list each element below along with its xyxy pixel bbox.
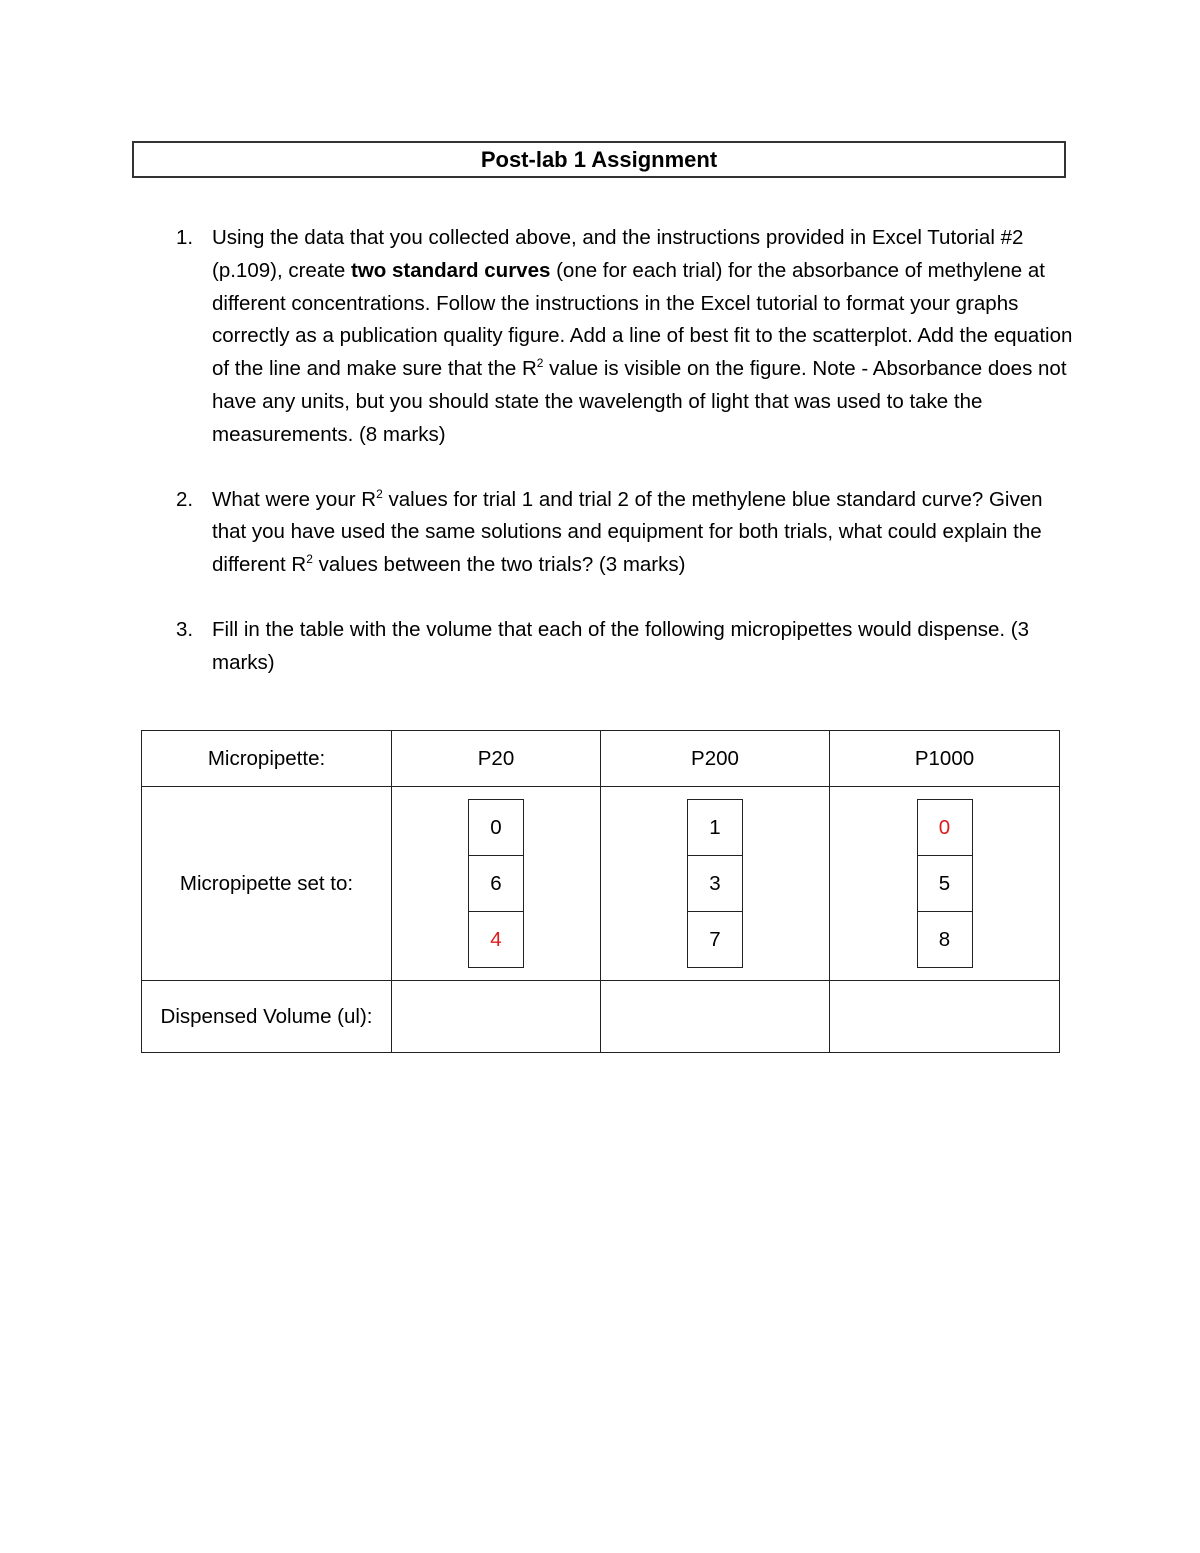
page-title: Post-lab 1 Assignment <box>132 141 1066 178</box>
pipette-dial-p20 <box>468 799 524 968</box>
volume-cell-p1000[interactable] <box>830 981 1060 1053</box>
question-number: 1. <box>176 226 194 249</box>
dial-cell <box>601 787 830 981</box>
question-2 <box>168 484 1073 582</box>
question-text: values for trial 1 and trial 2 of the methylene blue standard curve? Given that you have used the same solutions and equipment for both trials, what could explain the different R <box>212 487 1043 577</box>
column-p1000: P1000 <box>830 731 1060 787</box>
table-row <box>142 787 1060 981</box>
question-text: What were your R <box>212 487 377 511</box>
dial-digit: 1 <box>709 816 721 839</box>
question-list <box>168 222 1073 680</box>
dial-cell <box>392 787 601 981</box>
micropipette-table <box>141 730 1060 1053</box>
question-text: values between the two trials? (3 marks) <box>312 553 686 577</box>
superscript: 2 <box>306 552 313 567</box>
table-row <box>142 731 1060 787</box>
question-3 <box>168 614 1073 680</box>
header-label: Micropipette: <box>142 731 392 787</box>
question-text: value is visible on the figure. Note - Absorbance does not have any units, but you should state the wavelength of light that was used to take the measurements. (8 marks) <box>212 357 1067 446</box>
set-label: Micropipette set to: <box>142 787 392 981</box>
pipette-dial-p1000 <box>917 799 973 968</box>
column-p200: P200 <box>601 731 830 787</box>
question-1 <box>168 222 1073 452</box>
question-number: 2. <box>176 487 194 511</box>
dial-digit: 4 <box>469 911 523 967</box>
question-number: 3. <box>176 617 194 641</box>
dial-digit: 6 <box>469 855 523 911</box>
question-text: Using the data that you collected above, and the instructions provided in Excel Tutorial #2 (p.109), create <box>212 226 1024 282</box>
column-p20: P20 <box>392 731 601 787</box>
superscript: 2 <box>376 486 383 501</box>
dial-cell <box>830 787 1060 981</box>
dial-digit: 3 <box>688 855 742 911</box>
dial-digit: 8 <box>918 911 972 967</box>
dial-digit: 0 <box>938 816 951 839</box>
question-emphasis: two standard curves <box>351 258 551 282</box>
question-text: Fill in the table with the volume that each of the following micropipettes would dispense. (3 marks) <box>212 617 1030 674</box>
dial-digit: 0 <box>490 816 502 839</box>
pipette-dial-p200 <box>687 799 743 968</box>
volume-label: Dispensed Volume (ul): <box>142 981 392 1053</box>
table-row <box>142 981 1060 1053</box>
volume-cell-p20[interactable] <box>392 981 601 1053</box>
volume-cell-p200[interactable] <box>601 981 830 1053</box>
dial-digit: 5 <box>918 855 972 911</box>
question-text: (one for each trial) for the absorbance of methylene at different concentrations. Follow the instructions in the Excel tutorial to format your graphs correctly as a publication quality figure. Add a line of best fit to the scatterplot. Add the equation of the line and make sure that the R <box>212 258 1073 381</box>
dial-digit: 7 <box>688 911 742 967</box>
superscript: 2 <box>536 356 544 371</box>
